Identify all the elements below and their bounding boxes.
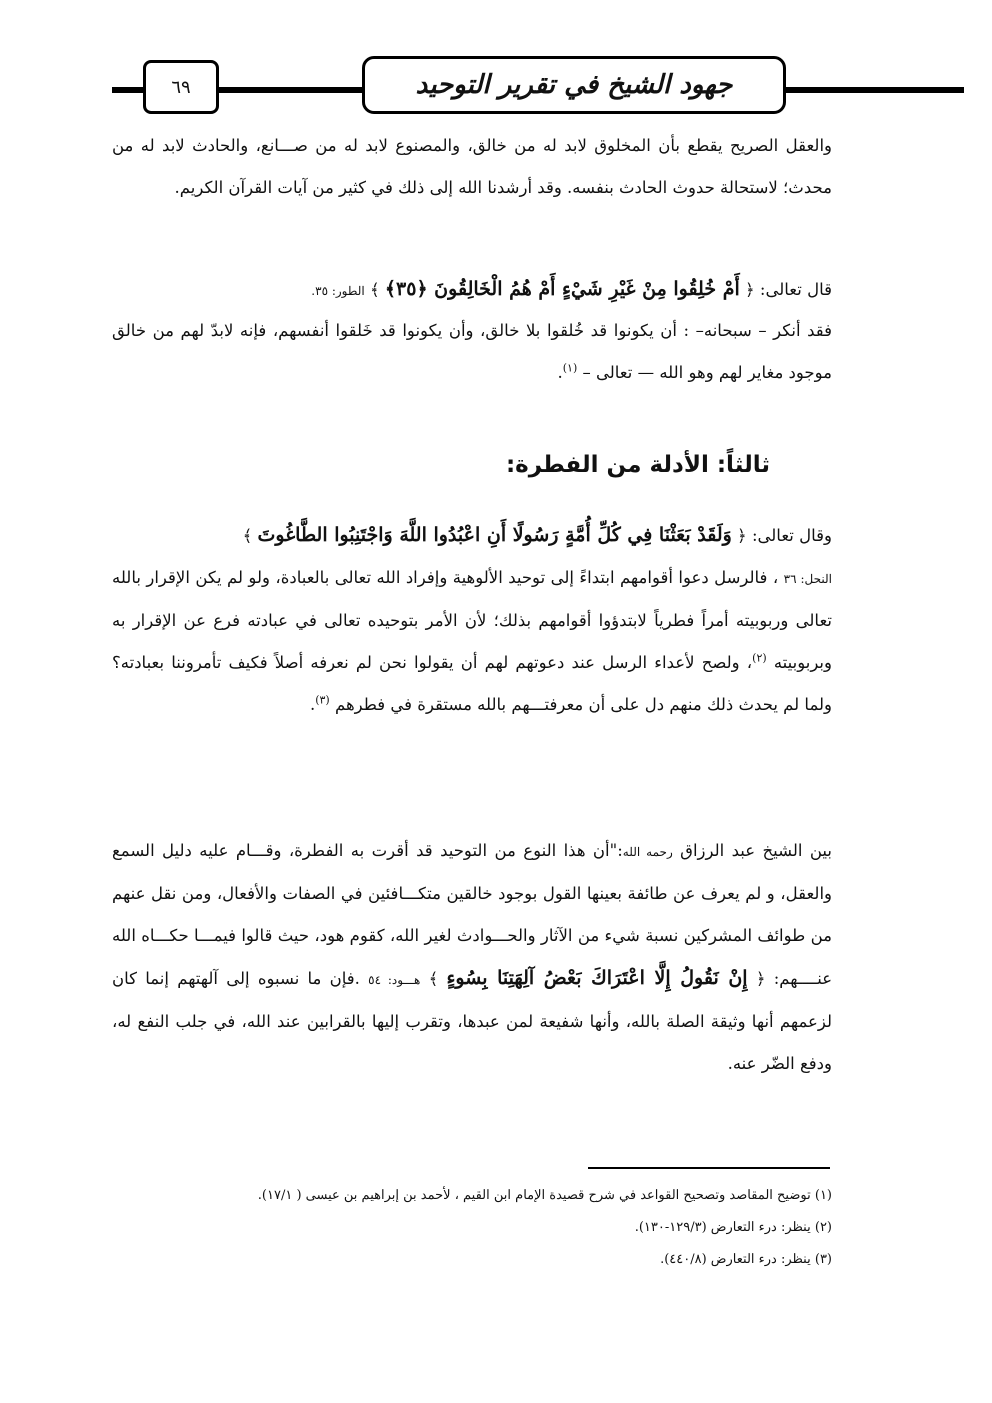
footnote-marker: (٢) xyxy=(752,651,767,665)
verse-reference: الطور: ٣٥. xyxy=(311,284,365,298)
footnote-marker: (١) xyxy=(562,361,578,375)
footnote-separator xyxy=(588,1167,830,1169)
verse-close: ﴾ xyxy=(369,280,380,299)
verse-reference: هـــود: ٥٤ xyxy=(368,973,421,987)
verse-2 xyxy=(112,514,832,557)
quran-verse: وَلَقَدْ بَعَثْنَا فِي كُلِّ أُمَّةٍ رَسُولًا أَنِ اعْبُدُوا اللَّهَ وَاجْتَنِبُوا الطَّاغُوتَ xyxy=(257,524,732,546)
quran-verse: إِنْ نَقُولُ إِلَّا اعْتَرَاكَ بَعْضُ آلِهَتِنَا بِسُوءٍ xyxy=(446,967,748,989)
running-title: جهود الشيخ في تقرير التوحيد xyxy=(362,56,786,114)
footnote-marker: (٣) xyxy=(315,693,330,707)
paragraph-2: فقد أنكر – سبحانه– : أن يكونوا قد خُلقوا بلا خالق، وأن يكونوا قد خَلقوا أنفسهم، فإنه لابدّ لهم من خالق موجود مغاير لهم وهو الله — تعالى – $^{(١)}$. xyxy=(112,321,832,382)
verse-1 xyxy=(112,268,832,312)
page-number: ٦٩ xyxy=(143,60,219,114)
verse-intro: قال تعالى: ﴿ xyxy=(745,280,832,299)
footnotes xyxy=(112,1180,832,1276)
quran-verse: أَمْ خُلِقُوا مِنْ غَيْرِ شَيْءٍ أَمْ هُمُ الْخَالِقُونَ ﴿٣٥﴾ xyxy=(384,278,740,300)
verse-close: ﴾ xyxy=(428,969,439,988)
honorific: رحمه الله xyxy=(622,845,673,859)
footnote-1: (١) توضيح المقاصد وتصحيح القواعد في شرح قصيدة الإمام ابن القيم ، لأحمد بن إبراهيم بن عيسى ( ١٧/١). xyxy=(257,1188,832,1203)
paragraph-4: بين الشيخ عبد الرزاق رحمه الله:"أن هذا النوع من التوحيد قد أقرت به الفطرة، وقـــام عليه دليل السمع والعقل، و لم يعرف عن طائفة بعينها القول بوجود خالقين متكـــافئين في الصفات والأفعال، ومن نقل عنهم من طوائف المشركين نسبة شيء من الآثار والحـــوادث لغير الله، كقوم هود، حيث قالوا فيمـــا حكـــاه الله عنــــهم: ﴿ إِنْ نَقُولُ إِلَّا اعْتَرَاكَ بَعْضُ آلِهَتِنَا بِسُوءٍ ﴾ هـــود: ٥٤ .فإن ما نسبوه إلى آلهتهم إنما كان لزعمهم أنها وثيقة الصلة بالله، وأنها شفيعة لمن عبدها، وتقرب إليها بالقرابين عند الله، في جلب النفع له، ودفع الضّر عنه. xyxy=(112,841,833,1073)
section-heading: ثالثاً: الأدلة من الفطرة: xyxy=(505,452,770,478)
paragraph-3: النحل: ٣٦ ، فالرسل دعوا أقوامهم ابتداءً إلى توحيد الألوهية وإفراد الله تعالى بالعبادة، ولو لم يكن الإقرار بالله تعالى وربوبيته أمراً فطرياً لابتدؤوا أقوامهم بذلك؛ لأن الأمر بتوحيده تعالى في عبادته فرع عن الإقرار به وبربوبيته $^{(٢)}$، ولصح لأعداء الرسل عند دعوتهم لهم أن يقولوا نحن لم نعرفه أصلاً فكيف تأمروننا بعبادته؟ ولما لم يحدث ذلك منهم دل على أن معرفتـــهم بالله مستقرة في فطرهم $^{(٣)}$. xyxy=(112,568,832,714)
footnote-2: (٢) ينظر: درء التعارض (١٢٩/٣-١٣٠). xyxy=(634,1220,832,1235)
verse-close: ﴾ xyxy=(242,526,253,545)
paragraph-1: والعقل الصريح يقطع بأن المخلوق لابد له من خالق، والمصنوع لابد له من صـــانع، والحادث لابد له من محدث؛ لاستحالة حدوث الحادث بنفسه. وقد أرشدنا الله إلى ذلك في كثير من آيات القرآن الكريم. xyxy=(112,136,832,197)
verse-reference: النحل: ٣٦ xyxy=(783,572,832,586)
verse-intro: وقال تعالى: ﴿ xyxy=(737,526,832,545)
footnote-3: (٣) ينظر: درء التعارض (٤٤٠/٨). xyxy=(660,1252,832,1267)
